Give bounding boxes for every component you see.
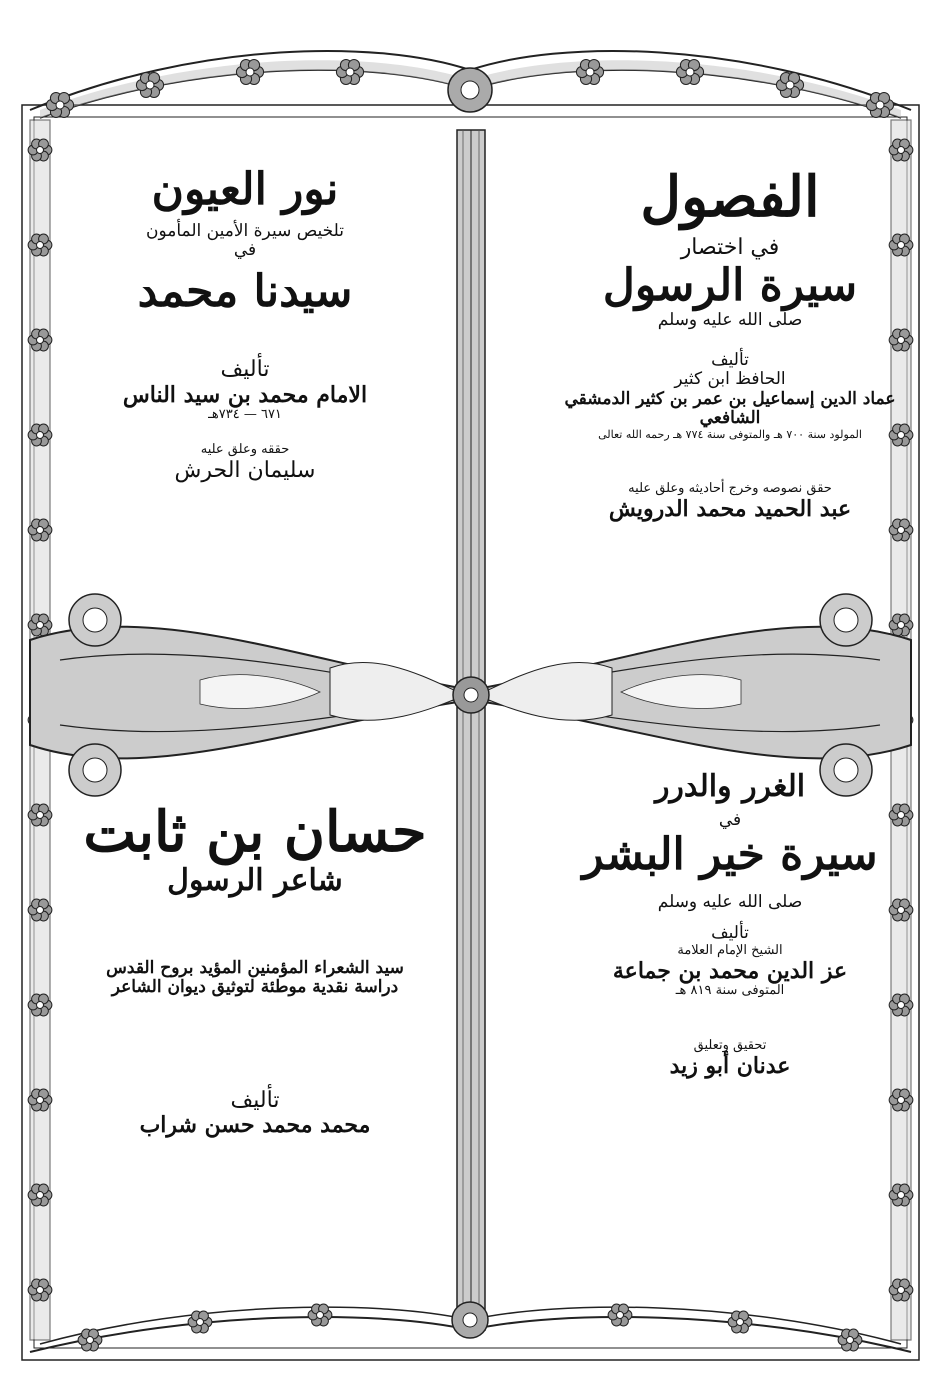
flower-center xyxy=(37,1192,44,1199)
book-nur-al-uyun-panel xyxy=(60,165,430,483)
flower-center xyxy=(686,68,694,76)
flower-center xyxy=(87,1337,94,1344)
flower-center xyxy=(37,527,44,534)
editor-name: عبد الحميد محمد الدرويش xyxy=(608,495,852,522)
book-title: نور العيون xyxy=(151,164,339,215)
book-subject: سيرة خير البشر xyxy=(582,829,878,881)
book-title: حسان بن ثابت xyxy=(83,799,427,865)
book-connector: في xyxy=(718,809,742,830)
flower-center xyxy=(898,622,905,629)
editor-name: عدنان أبو زيد xyxy=(669,1052,791,1079)
flower-center xyxy=(37,1287,44,1294)
book-subject: سيدنا محمد xyxy=(137,265,353,317)
flower-center xyxy=(617,1312,624,1319)
author-dates: ٦٧١ — ٧٣٤هـ xyxy=(208,406,282,422)
flower-center xyxy=(37,1097,44,1104)
description-line1: سيد الشعراء المؤمنين المؤيد بروح القدس xyxy=(106,957,404,978)
flower-center xyxy=(37,1002,44,1009)
flower-center xyxy=(737,1319,744,1326)
author-name: الامام محمد بن سيد الناس xyxy=(122,381,368,408)
book-subject: سيرة الرسول xyxy=(602,259,858,311)
author-line2: عماد الدين إسماعيل بن عمر بن كثير الدمشقي الشافعي xyxy=(564,388,896,429)
flower-center xyxy=(346,68,354,76)
book-hassan-panel xyxy=(60,800,450,1139)
author-label: تأليف xyxy=(711,349,749,370)
author-name: عز الدين محمد بن جماعة xyxy=(612,957,848,984)
flower-center xyxy=(586,68,594,76)
flower-center xyxy=(37,337,44,344)
flower-center xyxy=(37,907,44,914)
flower-center xyxy=(37,242,44,249)
book-title: الغرر والدرر xyxy=(654,769,806,804)
flower-center xyxy=(898,147,905,154)
flower-center xyxy=(197,1319,204,1326)
flower-center xyxy=(898,1192,905,1199)
book-title: الفصول xyxy=(640,164,820,230)
editor-label: تحقيق وتعليق xyxy=(693,1037,767,1053)
book-connector: في اختصار xyxy=(680,235,780,261)
flower-center xyxy=(37,812,44,819)
flower-center xyxy=(898,527,905,534)
flower-center xyxy=(56,101,64,109)
description-line2: دراسة نقدية موطئة لتوثيق ديوان الشاعر xyxy=(111,977,399,998)
flower-center xyxy=(786,81,794,89)
book-ghurar-panel xyxy=(545,770,915,1079)
flower-center xyxy=(37,147,44,154)
book-subtitle: شاعر الرسول xyxy=(167,863,343,899)
flower-center xyxy=(898,1287,905,1294)
author-dates: المولود سنة ٧٠٠ هـ والمتوفى سنة ٧٧٤ هـ رحمه الله تعالى xyxy=(598,428,862,442)
flower-center xyxy=(847,1337,854,1344)
editor-label: حققه وعلق عليه xyxy=(200,441,290,457)
book-connector: في xyxy=(233,240,257,261)
author-label: تأليف xyxy=(711,923,749,944)
book-subtitle: تلخيص سيرة الأمين المأمون xyxy=(145,220,345,241)
book-fusul-panel xyxy=(545,165,915,522)
flower-center xyxy=(37,622,44,629)
author-label: تأليف xyxy=(230,1087,280,1113)
author-line1: الحافظ ابن كثير xyxy=(674,369,786,390)
salutation: صلى الله عليه وسلم xyxy=(657,891,803,912)
flower-center xyxy=(37,432,44,439)
flower-center xyxy=(317,1312,324,1319)
author-label: تأليف xyxy=(220,357,270,383)
author-dates: المتوفى سنة ٨١٩ هـ xyxy=(675,982,785,998)
editor-label: حقق نصوصه وخرج أحاديثه وعلق عليه xyxy=(628,480,832,496)
flower-center xyxy=(876,101,884,109)
editor-name: سليمان الحرش xyxy=(174,457,316,483)
flower-center xyxy=(146,81,154,89)
flower-center xyxy=(246,68,254,76)
author-title: الشيخ الإمام العلامة xyxy=(677,942,783,958)
flower-center xyxy=(898,1097,905,1104)
salutation: صلى الله عليه وسلم xyxy=(657,310,803,331)
author-name: محمد محمد حسن شراب xyxy=(139,1112,371,1139)
